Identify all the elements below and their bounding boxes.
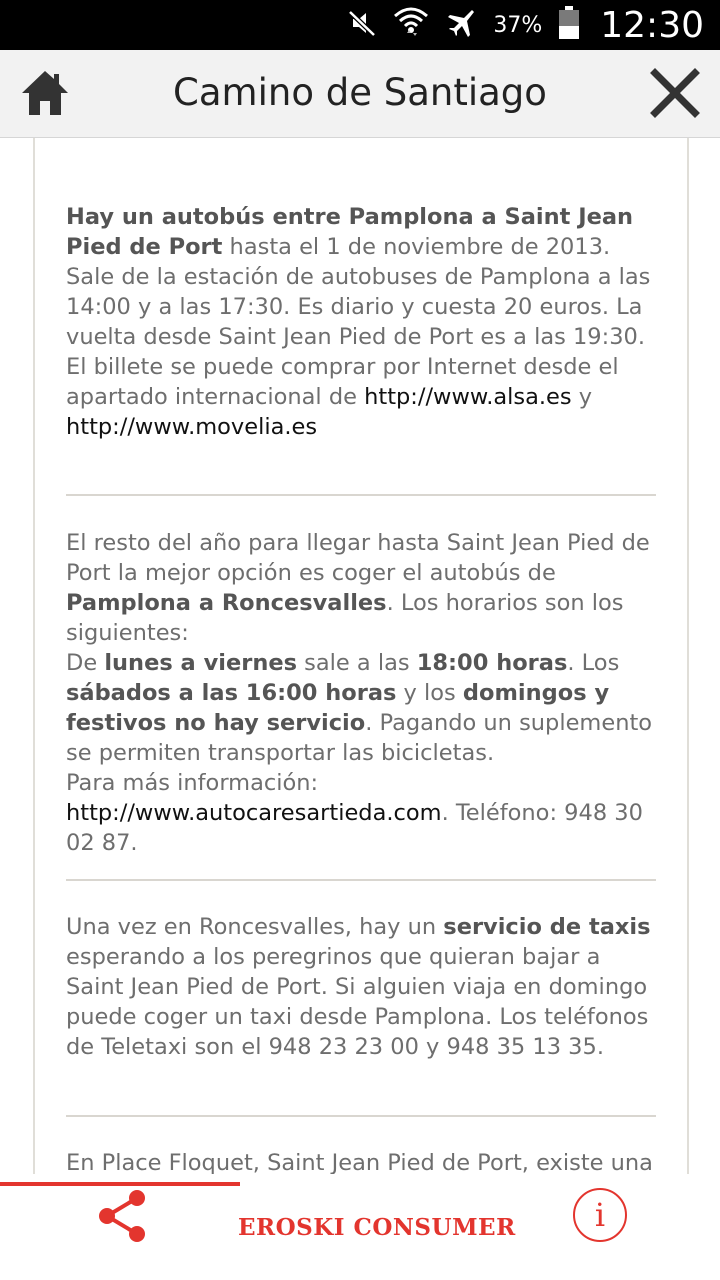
info-section [66, 912, 658, 1062]
battery-icon [558, 6, 580, 45]
emphasis-text: Hay un autobús entre Pamplona a Saint Jean Pied de Port [66, 204, 634, 260]
brand-logo: EROSKI CONSUMER [238, 1214, 516, 1241]
body-text: y [571, 384, 593, 410]
emphasis-text: domingos y festivos no hay servicio [66, 680, 610, 736]
emphasis-text: sábados a las 16:00 horas [66, 680, 397, 706]
emphasis-text: 18:00 horas [416, 650, 568, 676]
share-icon [96, 1188, 148, 1244]
web-link[interactable]: http://www.movelia.es [66, 414, 318, 440]
body-text: De [66, 650, 105, 676]
wifi-icon [393, 6, 429, 45]
bottom-bar [0, 1174, 720, 1280]
info-section [66, 202, 658, 442]
app-header [0, 50, 720, 138]
body-text: . Pagando un suplemento se permiten transportar las bicicletas. [66, 710, 653, 766]
emphasis-text: servicio de taxis [443, 914, 651, 940]
battery-percent: 37% [493, 12, 543, 38]
close-button[interactable] [646, 64, 704, 122]
home-icon [19, 68, 71, 118]
article-content[interactable] [33, 138, 689, 1174]
airplane-mode-icon [445, 7, 477, 44]
status-clock: 12:30 [600, 4, 704, 46]
status-icons [347, 0, 704, 50]
info-section [66, 528, 658, 858]
home-button[interactable] [16, 64, 74, 122]
section-divider [66, 494, 656, 496]
body-text: sale a las [296, 650, 417, 676]
section-divider [66, 1115, 656, 1117]
info-icon: i [594, 1196, 606, 1234]
body-text: En Place Floquet, Saint Jean Pied de Port, existe una [66, 1150, 653, 1174]
mute-icon [347, 8, 377, 43]
emphasis-text: lunes a viernes [104, 650, 297, 676]
body-text: El resto del año para llegar hasta Saint Jean Pied de Port la mejor opción es coger el autobús de [66, 530, 650, 586]
body-text: y los [396, 680, 463, 706]
close-icon [650, 68, 700, 118]
web-link[interactable]: http://www.autocaresartieda.com [66, 800, 442, 826]
body-text: . Los horarios son los siguientes: [66, 590, 624, 646]
info-button[interactable] [573, 1188, 627, 1242]
section-divider [66, 879, 656, 881]
info-section [66, 1148, 658, 1174]
body-text: Una vez en Roncesvalles, hay un [66, 914, 444, 940]
body-text: Para más información: [66, 770, 319, 796]
web-link[interactable]: http://www.alsa.es [364, 384, 572, 410]
page-title: Camino de Santiago [173, 71, 547, 114]
status-bar [0, 0, 720, 50]
body-text: esperando a los peregrinos que quieran bajar a Saint Jean Pied de Port. Si alguien viaja en domingo puede coger un taxi desde Pamplona. Los teléfonos de Teletaxi son el 948 23 23 00 y 948 35 13 35. [66, 944, 649, 1060]
body-text: . Los [567, 650, 620, 676]
emphasis-text: Pamplona a Roncesvalles [66, 590, 387, 616]
body-text: hasta el 1 de noviembre de 2013. Sale de la estación de autobuses de Pamplona a las 14:00 y a las 17:30. Es diario y cuesta 20 euros. La vuelta desde Saint Jean Pied de Port es a las 19:30. El billete se puede comprar por Internet desde el apartado internacional de [66, 234, 651, 410]
body-text: . Teléfono: 948 30 02 87. [66, 800, 643, 856]
share-button[interactable] [92, 1186, 152, 1246]
